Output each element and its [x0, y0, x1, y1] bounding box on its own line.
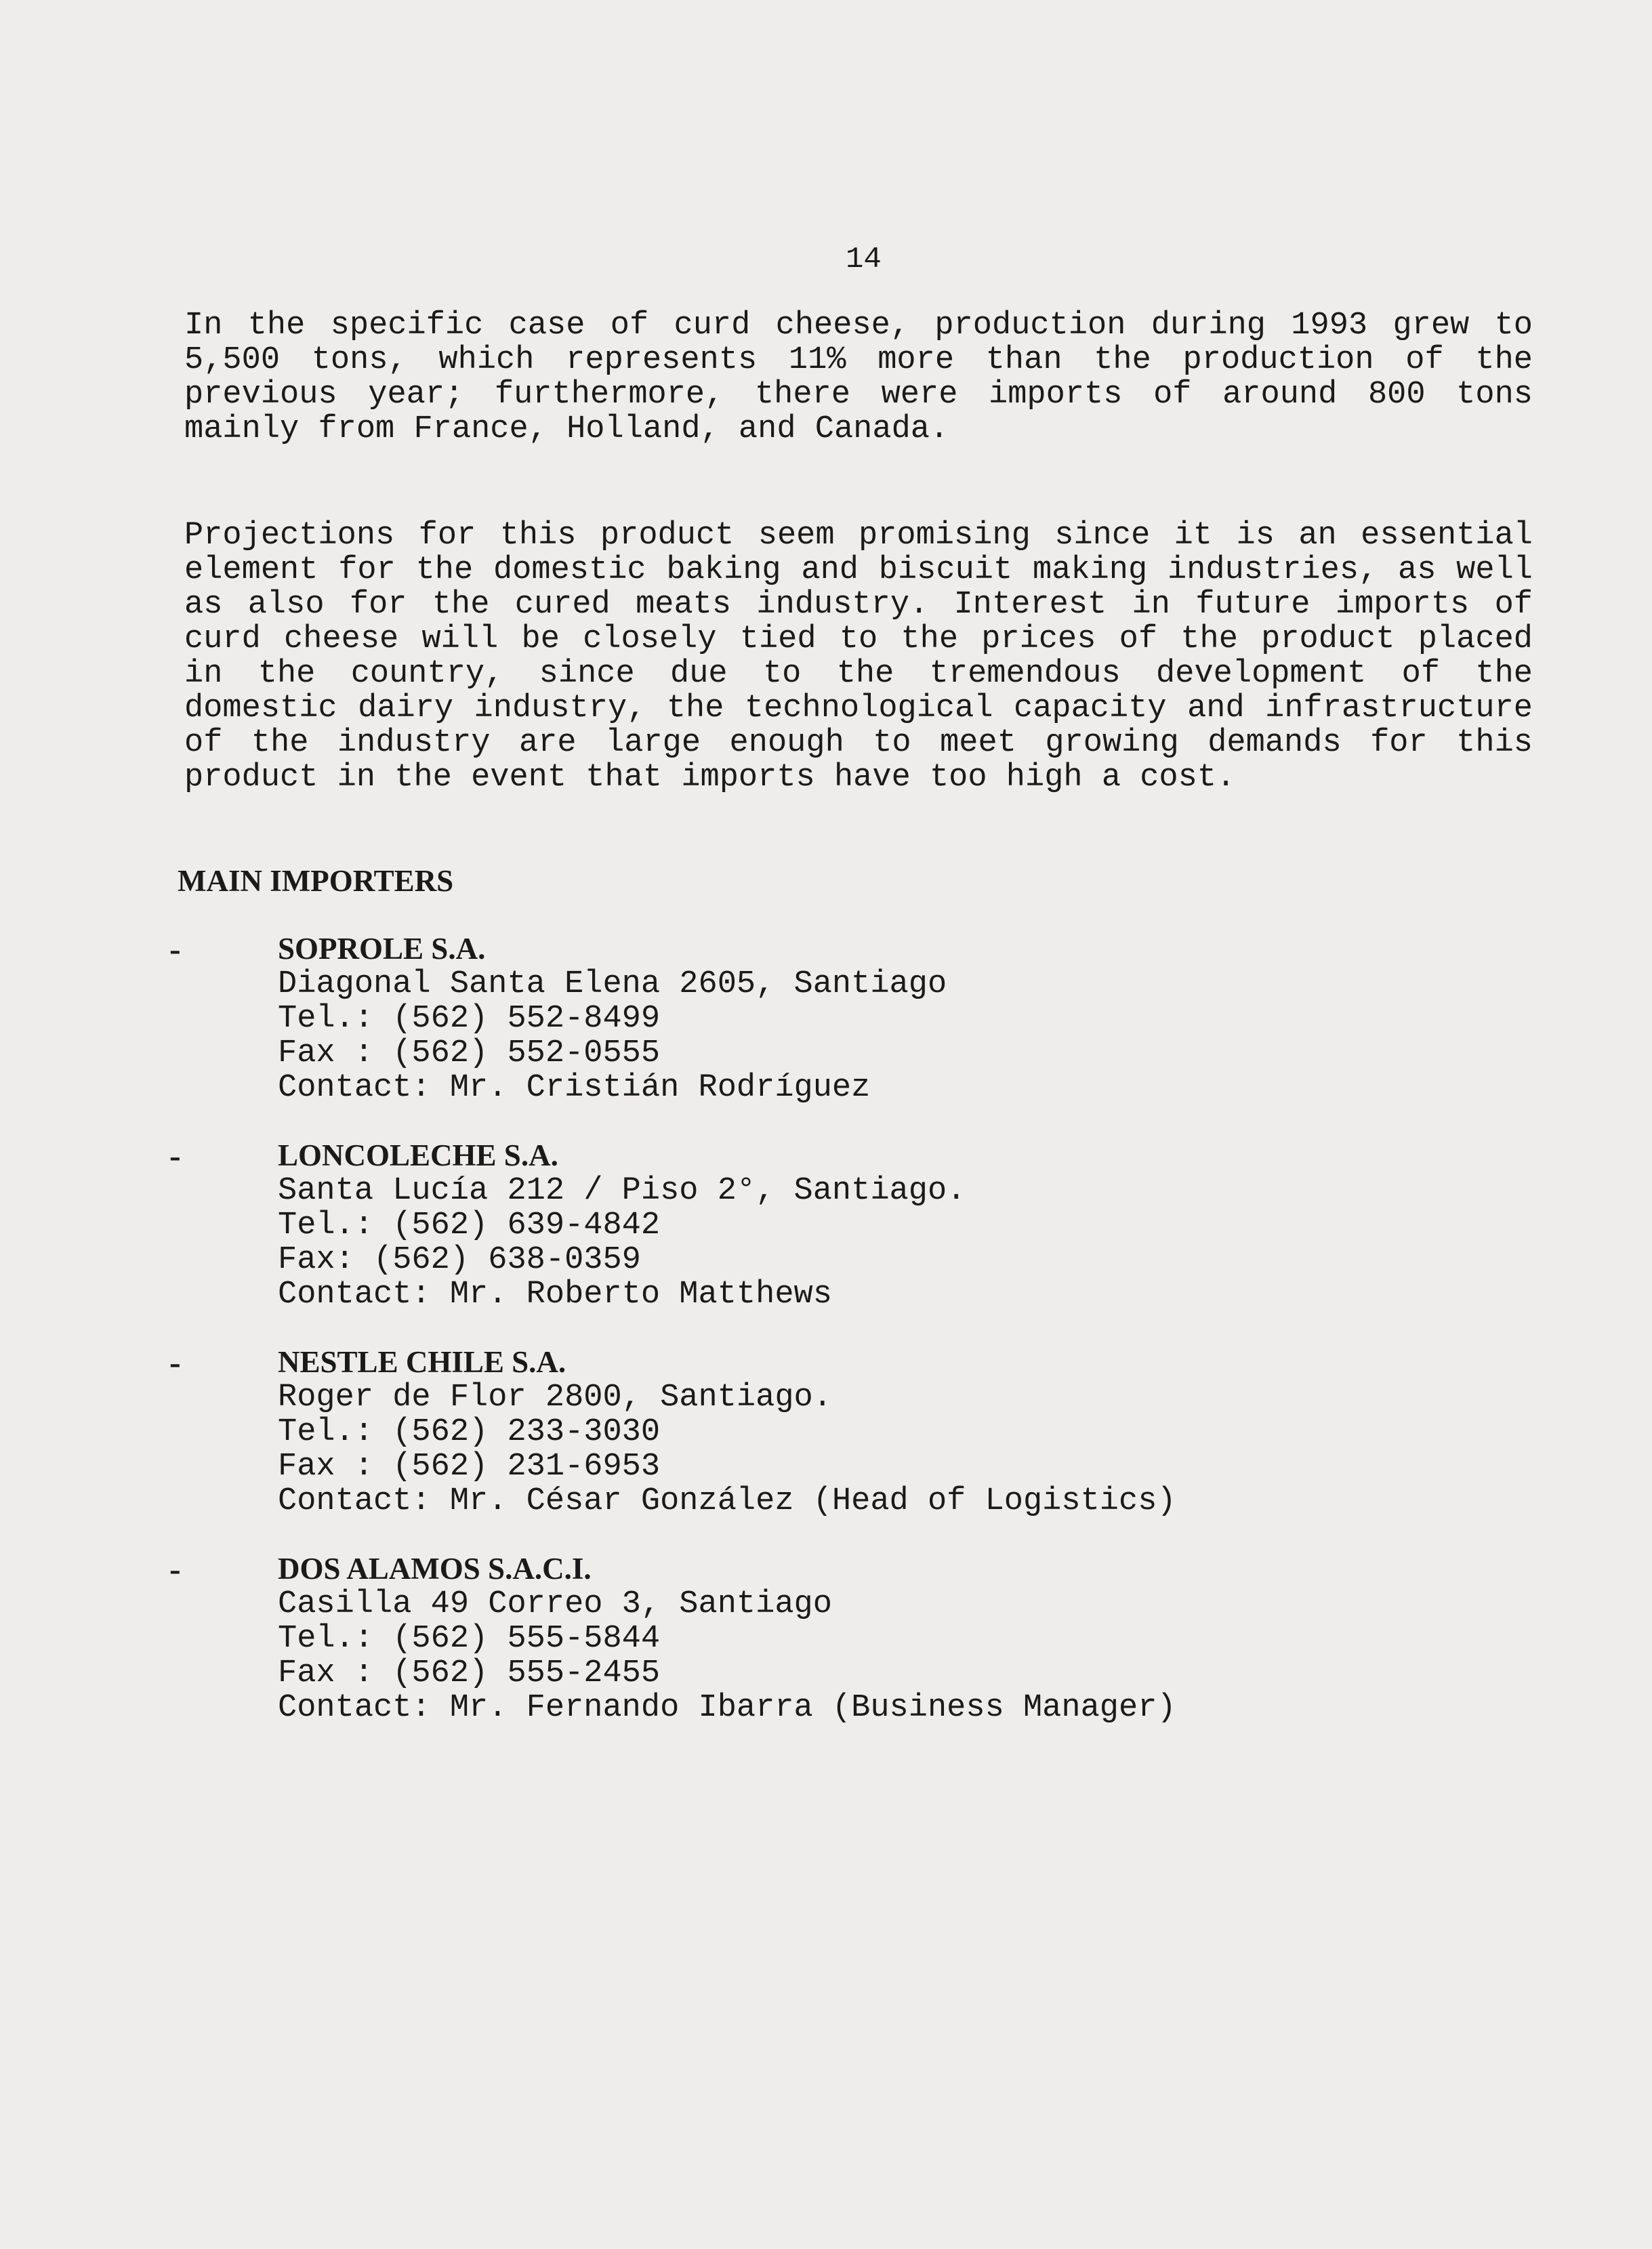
list-dash: - — [169, 1136, 181, 1174]
list-dash: - — [169, 1550, 181, 1588]
importer-tel: Tel.: (562) 639-4842 — [278, 1208, 661, 1243]
importer-contact: Contact: Mr. Roberto Matthews — [278, 1277, 832, 1313]
importer-fax: Fax : (562) 555-2455 — [278, 1655, 661, 1691]
list-dash: - — [169, 930, 181, 968]
paragraph-projections: Projections for this product seem promising since it is an essential element for the domestic baking and biscuit making industries, as well as also for the cured meats industry. Interest in future imports of curd cheese will be closely tied to the prices of the product placed in the country, since due to the tremendous development of the domestic dairy industry, the technological capacity and infrastructure of the industry are large enough to meet growing demands for this product in the event that imports have too high a cost. — [184, 518, 1533, 796]
importer-name: LONCOLECHE S.A. — [278, 1138, 558, 1172]
list-dash: - — [169, 1343, 181, 1381]
importer-contact: Contact: Mr. Fernando Ibarra (Business Manager) — [278, 1690, 1176, 1726]
importer-tel: Tel.: (562) 552-8499 — [278, 1001, 661, 1037]
importer-address: Santa Lucía 212 / Piso 2°, Santiago. — [278, 1173, 966, 1209]
importer-address: Diagonal Santa Elena 2605, Santiago — [278, 966, 947, 1002]
importer-fax: Fax : (562) 231-6953 — [278, 1449, 661, 1485]
main-importers-heading: MAIN IMPORTERS — [178, 864, 454, 898]
importer-name: NESTLE CHILE S.A. — [278, 1345, 566, 1379]
importer-contact: Contact: Mr. César González (Head of Logistics) — [278, 1483, 1176, 1519]
importer-address: Casilla 49 Correo 3, Santiago — [278, 1586, 832, 1622]
importer-tel: Tel.: (562) 555-5844 — [278, 1621, 661, 1657]
importer-fax: Fax : (562) 552-0555 — [278, 1035, 661, 1071]
importer-address: Roger de Flor 2800, Santiago. — [278, 1380, 832, 1416]
paragraph-curd-cheese-production: In the specific case of curd cheese, production during 1993 grew to 5,500 tons, which represents 11% more than the production of the previous year; furthermore, there were imports of around 800 tons mainly from France, Holland, and Canada. — [184, 308, 1533, 447]
importer-contact: Contact: Mr. Cristián Rodríguez — [278, 1070, 871, 1106]
page-number: 14 — [846, 243, 882, 276]
importer-name: SOPROLE S.A. — [278, 932, 486, 966]
importer-name: DOS ALAMOS S.A.C.I. — [278, 1552, 592, 1586]
importer-fax: Fax: (562) 638-0359 — [278, 1242, 641, 1278]
importer-tel: Tel.: (562) 233-3030 — [278, 1414, 661, 1450]
